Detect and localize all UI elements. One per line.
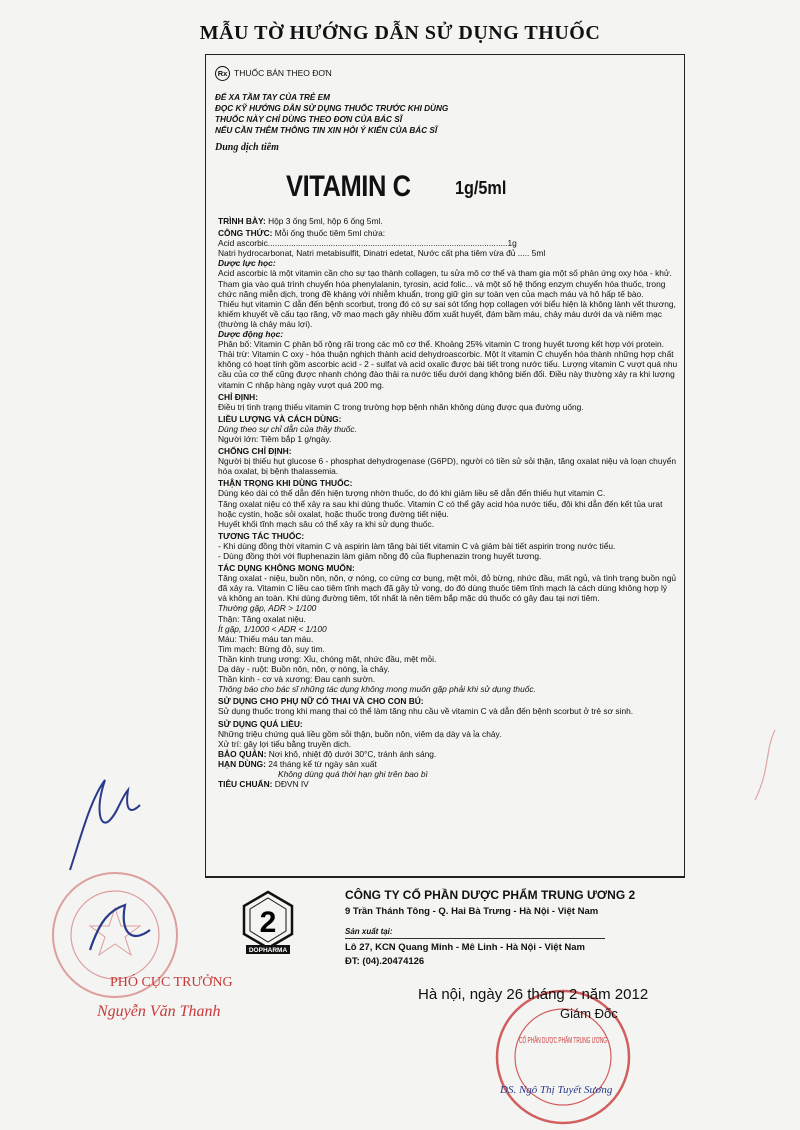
rx-notice xyxy=(215,66,332,81)
expiry-note: Không dùng quá thời hạn ghi trên bao bì xyxy=(278,768,428,779)
stamp-text: CỔ PHẦN DƯỢC PHẨM TRUNG ƯƠNG xyxy=(519,1036,667,1045)
warning-line: ĐỂ XA TẦM TAY CỦA TRẺ EM xyxy=(215,93,330,102)
expiry: HẠN DÙNG: 24 tháng kể từ ngày sản xuất xyxy=(218,758,377,769)
interactions-heading: TƯƠNG TÁC THUỐC: xyxy=(218,530,305,541)
manufactured-at-label: Sản xuất tại: xyxy=(345,927,393,936)
formula-line: Natri hydrocarbonat, Natri metabisulfit, Dinatri edetat, Nước cất pha tiêm vừa đủ ..... 5ml xyxy=(218,248,546,259)
logo-number: 2 xyxy=(259,906,277,939)
adverse-text: Dạ dày - ruột: Buồn nôn, nôn, ợ nóng, ỉa chảy. xyxy=(218,664,390,675)
adverse-frequency: Thường gặp, ADR > 1/100 xyxy=(218,603,317,614)
footer-divider xyxy=(205,877,685,878)
page-title: MẪU TỜ HƯỚNG DẪN SỬ DỤNG THUỐC xyxy=(199,22,601,44)
signature-date: Hà nội, ngày 26 tháng 2 năm 2012 xyxy=(418,986,649,1003)
warning-line: ĐỌC KỸ HƯỚNG DẪN SỬ DỤNG THUỐC TRƯỚC KHI DÙNG xyxy=(215,104,449,113)
pharmacodynamics-text: Acid ascorbic là một vitamin cần cho sự tạo thành collagen, tu sửa mô cơ thể và tham gia một số phản ứng oxy hóa - khử. Tham gia vào quá trình chuyển hóa phenylalanin, tyrosin, acid folic... và một số hệ thống enzym chuyển hóa thuốc, trong chức năng miễn dịch, trong đề kháng với nhiễm khuẩn, trong giữ gìn sự toàn vẹn của mạch máu và hô hấp tế bào. xyxy=(218,268,672,299)
indications-heading: CHỈ ĐỊNH: xyxy=(218,391,259,402)
precautions-text: Tăng oxalat niệu có thể xảy ra sau khi dùng thuốc. Vitamin C có thể gây acid hóa nước tiểu, đôi khi dẫn đến kết tủa urat hoặc cystin, hoặc sỏi oxalat, hoặc thuốc trong đường tiết niệu. xyxy=(218,498,663,519)
dopharma-logo-icon xyxy=(240,890,296,954)
dosage-heading: LIỀU LƯỢNG VÀ CÁCH DÙNG: xyxy=(218,413,342,424)
pharmacodynamics-text: Thiếu hụt vitamin C dẫn đến bệnh scorbut, trong đó có sự sai sót tổng hợp collagen với biểu hiện là không lành vết thương, khiếm khuyết về cấu tạo răng, vỡ mao mạch gây nhiều đốm xuất huyết, đám bầm máu, chảy máu dưới da và niêm mạc (thường là chảy máu lợi). xyxy=(218,298,676,329)
pregnancy-heading: SỬ DỤNG CHO PHỤ NỮ CÓ THAI VÀ CHO CON BÚ: xyxy=(218,696,424,707)
dosage-text: Dùng theo sự chỉ dẫn của thầy thuốc. xyxy=(218,423,357,434)
precautions-text: Dùng kéo dài có thể dẫn đến hiện tượng nhờn thuốc, do đó khi giảm liều sẽ dẫn đến thiếu hụt vitamin C. xyxy=(218,488,606,499)
adverse-text: Thận: Tăng oxalat niệu. xyxy=(218,613,306,624)
overdose-text: Những triệu chứng quá liều gồm sỏi thận, buồn nôn, viêm dạ dày và ỉa chảy. xyxy=(218,728,502,739)
company-address: 9 Trần Thánh Tông - Q. Hai Bà Trưng - Hà Nội - Việt Nam xyxy=(345,906,599,917)
mfg-divider xyxy=(345,938,605,939)
indications-text: Điều trị tình trạng thiếu vitamin C trong trường hợp bệnh nhân không dùng được qua đường uống. xyxy=(218,401,584,412)
warning-block xyxy=(215,92,448,136)
formula-heading: CÔNG THỨC: Mỗi ống thuốc tiêm 5ml chứa: xyxy=(218,228,386,239)
dosage-text: Người lớn: Tiêm bắp 1 g/ngày. xyxy=(218,433,332,444)
pharmacokinetics-heading: Dược động học: xyxy=(218,329,284,340)
leaflet-content xyxy=(218,216,678,789)
overdose-text: Xử trí: gây lợi tiểu bằng truyền dịch. xyxy=(218,738,352,749)
product-name: VITAMIN C xyxy=(286,170,411,203)
director-title: Giám Đốc xyxy=(560,1006,618,1021)
adverse-text: Thần kinh - cơ và xương: Đau cạnh sườn. xyxy=(218,674,376,685)
approver-title: PHÓ CỤC TRƯỞNG xyxy=(110,975,233,990)
adverse-text: Máu: Thiếu máu tan máu. xyxy=(218,633,314,644)
dosage-form: Dung dịch tiêm xyxy=(215,142,279,153)
adverse-heading: TÁC DỤNG KHÔNG MONG MUỐN: xyxy=(218,563,355,574)
rx-label: THUỐC BÁN THEO ĐƠN xyxy=(234,67,332,78)
product-strength: 1g/5ml xyxy=(455,178,507,198)
adverse-text: Thần kinh trung ương: Xỉu, chóng mặt, nhức đầu, mệt mỏi. xyxy=(218,653,437,664)
company-name: CÔNG TY CỔ PHẦN DƯỢC PHẨM TRUNG ƯƠNG 2 xyxy=(345,888,636,902)
pregnancy-text: Sử dụng thuốc trong khi mang thai có thể làm tăng nhu cầu về vitamin C và dẫn đến bệnh scorbut ở trẻ sơ sinh. xyxy=(218,706,634,717)
pharmacokinetics-text: Thải trừ: Vitamin C oxy - hóa thuận nghịch thành acid dehydroascorbic. Một ít vitamin C chuyển hóa thành những hợp chất không có hoạt tính gồm ascorbic acid - 2 - sulfat và acid oxalic được bài tiết trong nước tiểu. Lượng vitamin C vượt quá nhu cầu của cơ thể cũng được nhanh chóng đào thải ra nước tiểu dưới dạng không biến đổi. Điều này thường xảy ra khi lượng vitamin C nhập hàng ngày vượt quá 200 mg. xyxy=(218,349,678,390)
adverse-frequency: Ít gặp, 1/1000 < ADR < 1/100 xyxy=(218,623,327,634)
margin-stamp-mark-icon xyxy=(695,720,785,810)
warning-line: THUỐC NÀY CHỈ DÙNG THEO ĐƠN CỦA BÁC SĨ xyxy=(215,115,402,124)
warning-line: NẾU CẦN THÊM THÔNG TIN XIN HỎI Ý KIẾN CỦA BÁC SĨ xyxy=(215,126,438,135)
factory-address: Lô 27, KCN Quang Minh - Mê Linh - Hà Nội - Việt Nam xyxy=(345,942,585,953)
overdose-heading: SỬ DỤNG QUÁ LIỀU: xyxy=(218,718,303,729)
formula-line: Acid ascorbic.......................................................................................................1g xyxy=(218,238,517,249)
pharmacodynamics-heading: Dược lực học: xyxy=(218,258,276,269)
adverse-text: Tim mạch: Bừng đỏ, suy tim. xyxy=(218,643,325,654)
approver-name: Nguyễn Văn Thanh xyxy=(97,1003,221,1020)
pharmacokinetics-text: Phân bố: Vitamin C phân bố rộng rãi trong các mô cơ thể. Khoảng 25% vitamin C trong huyết tương kết hợp với protein. xyxy=(218,339,664,350)
director-name: DS. Ngô Thị Tuyết Sương xyxy=(500,1084,613,1096)
contraindications-heading: CHỐNG CHỈ ĐỊNH: xyxy=(218,446,292,457)
presentation: TRÌNH BÀY: Hộp 3 ống 5ml, hộp 6 ống 5ml. xyxy=(218,216,383,226)
contraindications-text: Người bị thiếu hụt glucose 6 - phosphat dehydrogenase (G6PD), người có tiền sử sỏi thận, tăng oxalat niệu và loạn chuyển hóa oxalat, bị bệnh thalassemia. xyxy=(218,456,676,477)
logo-text: DOPHARMA xyxy=(248,947,288,954)
adverse-notice: Thông báo cho bác sĩ những tác dụng không mong muốn gặp phải khi sử dụng thuốc. xyxy=(218,684,536,695)
phone-number: ĐT: (04).20474126 xyxy=(345,956,425,967)
interactions-text: - Khi dùng đồng thời vitamin C và aspirin làm tăng bài tiết vitamin C và giảm bài tiết aspirin trong nước tiểu. xyxy=(218,540,616,551)
adverse-text: Tăng oxalat - niệu, buồn nôn, nôn, ợ nóng, co cứng cơ bụng, mệt mỏi, đỏ bừng, nhức đầu, mất ngủ, và tình trạng buồn ngủ đã xảy ra. Vitamin C liều cao tiêm tĩnh mạch đã gây tử vong, do đó dùng thuốc tiêm tĩnh mạch là cách dùng không hợp lý và không an toàn. Khi dùng đường tiêm, tốt nhất là nên tiêm bắp mặc dù thuốc có gây đau tại nơi tiêm. xyxy=(218,573,677,604)
precautions-text: Huyết khối tĩnh mạch sâu có thể xảy ra khi sử dụng thuốc. xyxy=(218,518,435,529)
storage: BẢO QUẢN: Nơi khô, nhiệt độ dưới 30°C, tránh ánh sáng. xyxy=(218,748,437,759)
rx-icon: Rx xyxy=(215,66,230,81)
standard: TIÊU CHUẨN: DĐVN IV xyxy=(218,779,309,790)
precautions-heading: THẬN TRỌNG KHI DÙNG THUỐC: xyxy=(218,478,353,489)
interactions-text: - Dùng đồng thời với fluphenazin làm giảm nồng độ của fluphenazin trong huyết tương. xyxy=(218,551,542,561)
